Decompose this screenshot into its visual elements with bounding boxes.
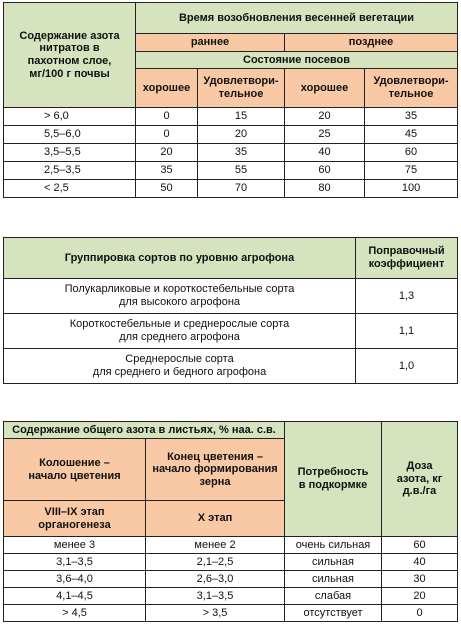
dose-header: Доза азота, кг д.в./га xyxy=(382,422,458,537)
table-row: менее 3 менее 2 очень сильная 60 xyxy=(4,537,458,554)
early-header: раннее xyxy=(136,34,285,52)
table-row: > 4,5 > 3,5 отсутствует 0 xyxy=(4,605,458,622)
good-late-header: хорошее xyxy=(285,69,365,108)
good-early-header: хорошее xyxy=(136,69,198,108)
table-row: 3,1–3,5 2,1–2,5 сильная 40 xyxy=(4,554,458,571)
table-row: Полукарликовые и короткостебельные сорта для высокого агрофона 1,3 xyxy=(4,279,458,314)
flowering-header: Конец цветения – начало формирования зерна xyxy=(146,439,285,501)
table-row: 5,5–6,0 0 20 25 45 xyxy=(4,126,458,144)
stage2-header: X этап xyxy=(146,501,285,537)
table-row: 3,5–5,5 20 35 40 60 xyxy=(4,144,458,162)
table-row: 2,5–3,5 35 55 60 75 xyxy=(4,162,458,180)
heading-header: Колошение – начало цветения xyxy=(4,439,146,501)
leaf-nitrogen-header: Содержание общего азота в листьях, % наа. с.в. xyxy=(4,422,285,439)
table-row: Короткостебельные и среднерослые сорта для среднего агрофона 1,1 xyxy=(4,314,458,349)
late-header: позднее xyxy=(285,34,458,52)
table-row: Среднерослые сорта для среднего и бедного агрофона 1,0 xyxy=(4,349,458,384)
need-header: Потребность в подкормке xyxy=(285,422,382,537)
variety-group-header: Группировка сортов по уровню агрофона xyxy=(4,238,356,279)
table-row: > 6,0 0 15 20 35 xyxy=(4,108,458,126)
table-row: 3,6–4,0 2,6–3,0 сильная 30 xyxy=(4,571,458,588)
satisfactory-late-header: Удовлетвори-тельное xyxy=(365,69,458,108)
leaf-nitrogen-table xyxy=(3,421,458,622)
table-row: < 2,5 50 70 80 100 xyxy=(4,180,458,198)
crop-state-header: Состояние посевов xyxy=(136,52,458,69)
satisfactory-early-header: Удовлетвори-тельное xyxy=(198,69,285,108)
nitrate-corner-header: Содержание азота нитратов в пахотном слое, мг/100 г почвы xyxy=(4,3,136,108)
vegetation-time-header: Время возобновления весенней вегетации xyxy=(136,3,458,34)
table-row: 4,1–4,5 3,1–3,5 слабая 20 xyxy=(4,588,458,605)
correction-coef-header: Поправочный коэффициент xyxy=(356,238,458,279)
nitrate-table xyxy=(3,2,458,198)
stage1-header: VIII–IX этап органогенеза xyxy=(4,501,146,537)
correction-table xyxy=(3,237,458,384)
